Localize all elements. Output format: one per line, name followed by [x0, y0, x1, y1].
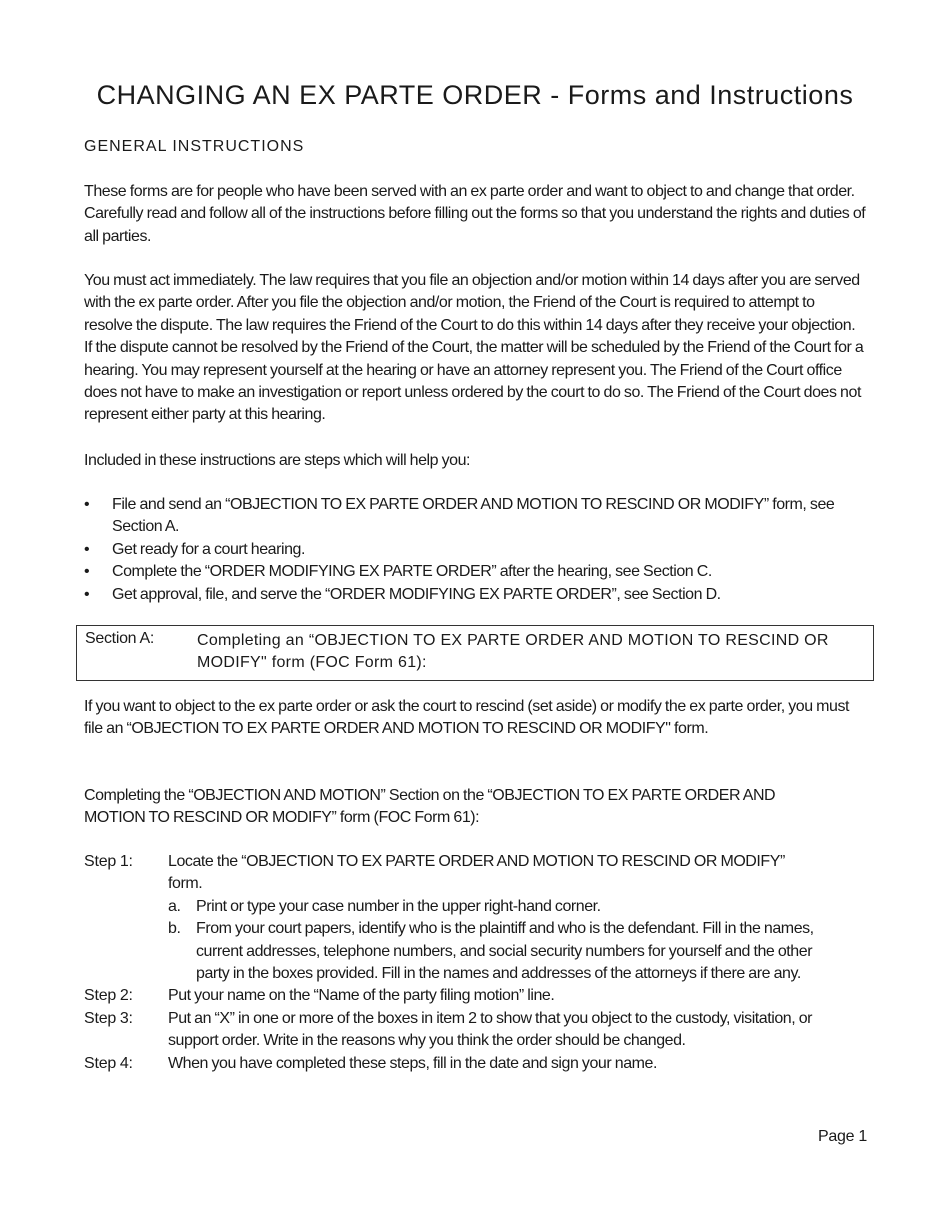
step-number: Step 1: — [84, 853, 133, 870]
step-number: Step 2: — [84, 987, 133, 1005]
sub-step-letter: a. — [168, 897, 181, 915]
step-text: When you have completed these steps, fill in the date and sign your name. — [168, 1054, 657, 1072]
step-item — [84, 1053, 866, 1075]
step-text: Put your name on the “Name of the party filing motion” line. — [168, 987, 555, 1005]
sub-step — [168, 896, 866, 918]
section-a-label: Section A: — [85, 630, 155, 647]
steps-intro-paragraph: Included in these instructions are steps which will help you: — [84, 452, 471, 469]
sub-step — [168, 918, 866, 985]
section-a-title: Completing an “OBJECTION TO EX PARTE ORDER AND MOTION TO RESCIND OR MODIFY" form (FOC Form 61): — [197, 632, 829, 672]
page-title: CHANGING AN EX PARTE ORDER - Forms and Instructions — [96, 80, 854, 110]
step-number: Step 3: — [84, 1009, 133, 1027]
page-number: Page 1 — [818, 1128, 867, 1145]
step-item — [84, 851, 866, 985]
bullet-text: File and send an “OBJECTION TO EX PARTE ORDER AND MOTION TO RESCIND OR MODIFY” form, see Section A. — [112, 496, 835, 536]
bullet-icon: • — [84, 563, 90, 581]
steps-bullet-list — [84, 494, 866, 606]
step-item — [84, 985, 866, 1007]
list-item — [84, 584, 866, 606]
step-text: Put an “X” in one or more of the boxes in item 2 to show that you object to the custody, visitation, or support order. Write in the reasons why you think the order should be changed. — [168, 1009, 813, 1050]
objection-motion-paragraph: Completing the “OBJECTION AND MOTION” Section on the “OBJECTION TO EX PARTE ORDER AND MOTION TO RESCIND OR MODIFY” form (FOC Form 61): — [84, 787, 776, 827]
list-item — [84, 494, 866, 539]
list-item — [84, 539, 866, 561]
steps-list — [84, 851, 866, 1075]
sub-step-text: From your court papers, identify who is the plaintiff and who is the defendant. Fill in the names, current addresses, telephone numbers, and social security numbers for yourself and the other party in the boxes provided. Fill in the names and addresses of the attorneys if there are any. — [196, 920, 814, 983]
bullet-icon: • — [84, 540, 90, 558]
bullet-icon: • — [84, 496, 90, 513]
general-instructions-heading: GENERAL INSTRUCTIONS — [84, 138, 305, 155]
sub-step-text: Print or type your case number in the upper right-hand corner. — [196, 897, 601, 915]
list-item — [84, 561, 866, 583]
sub-step-letter: b. — [168, 920, 181, 938]
section-a-paragraph: If you want to object to the ex parte order or ask the court to rescind (set aside) or modify the ex parte order, you must file an “OBJECTION TO EX PARTE ORDER AND MOTION TO RESCIND OR MODIFY" form. — [84, 698, 850, 738]
bullet-text: Complete the “ORDER MODIFYING EX PARTE ORDER” after the hearing, see Section C. — [112, 563, 712, 581]
step-item — [84, 1008, 866, 1053]
bullet-text: Get ready for a court hearing. — [112, 540, 306, 558]
intro-paragraph: These forms are for people who have been served with an ex parte order and want to object to and change that order. Carefully read and follow all of the instructions before filling out the forms so that you understand the rights and duties of all parties. — [84, 183, 866, 245]
section-a-box — [76, 625, 874, 681]
act-immediately-paragraph: You must act immediately. The law requires that you file an objection and/or motion within 14 days after you are served with the ex parte order. After you file the objection and/or motion, the Friend of the Court is required to attempt to resolve the dispute. The law requires the Friend of the Court to do this within 14 days after they receive your objection. If the dispute cannot be resolved by the Friend of the Court, the matter will be scheduled by the Friend of the Court for a hearing. You may represent yourself at the hearing or have an attorney represent you. The Friend of the Court office does not have to make an investigation or report unless ordered by the court to do so. The Friend of the Court does not represent either party at this hearing. — [84, 272, 864, 424]
step-text: Locate the “OBJECTION TO EX PARTE ORDER AND MOTION TO RESCIND OR MODIFY” form. — [168, 853, 785, 893]
step-number: Step 4: — [84, 1054, 133, 1072]
bullet-text: Get approval, file, and serve the “ORDER MODIFYING EX PARTE ORDER”, see Section D. — [112, 585, 721, 603]
bullet-icon: • — [84, 585, 90, 603]
